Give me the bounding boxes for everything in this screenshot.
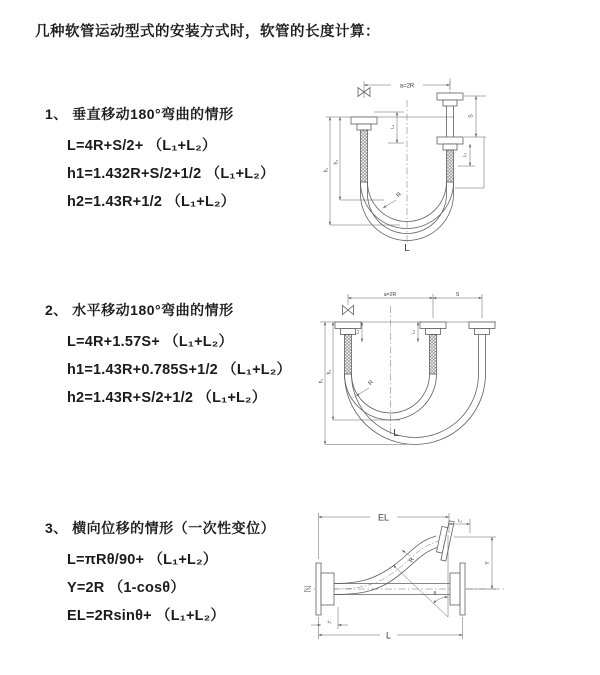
dim-a2r-label: a=2R — [383, 292, 397, 298]
braid-right — [447, 150, 454, 182]
dim-l1-label: L₁ — [327, 619, 332, 624]
formula-l: L=πRθ/90+ （L₁+L₂） — [67, 552, 218, 568]
braid-left — [345, 335, 352, 375]
radius-label: R — [408, 556, 416, 564]
valve-icon — [343, 306, 354, 315]
diagram-horizontal-bend — [312, 286, 507, 454]
dim-l1 — [374, 112, 404, 143]
dim-a2r — [348, 292, 482, 318]
extension-box — [455, 137, 484, 188]
braid-middle — [430, 335, 437, 375]
dim-l-label: L — [385, 630, 392, 641]
section-1-heading: 1、 垂直移动180°弯曲的情形 — [45, 106, 234, 122]
length-label: L — [404, 243, 410, 254]
dim-a2r-label: a=2R — [399, 83, 415, 90]
formula-h1: h1=1.432R+S/2+1/2 （L₁+L₂） — [67, 166, 275, 182]
dim-s-label: S — [455, 292, 460, 298]
angle-theta-label: θ — [433, 591, 437, 597]
pipe-displaced-curve — [334, 536, 440, 595]
dim-h1 — [319, 322, 408, 445]
formula-h2: h2=1.43R+1/2 （L₁+L₂） — [67, 194, 236, 210]
dim-l2 — [458, 144, 475, 166]
flange-right-straight — [450, 563, 465, 615]
section-2-heading: 2、 水平移动180°弯曲的情形 — [45, 302, 234, 318]
formula-y: Y=2R （1-cosθ） — [67, 580, 186, 596]
formula-h1: h1=1.43R+0.785S+1/2 （L₁+L₂） — [67, 362, 292, 378]
dim-l2-label: L₂ — [410, 329, 416, 335]
dim-h2-label: h₂ — [333, 159, 340, 165]
formula-l: L=4R+S/2+ （L₁+L₂） — [67, 138, 217, 154]
dim-s — [433, 292, 482, 298]
diagram-vertical-bend — [312, 70, 508, 258]
flange-left — [351, 117, 377, 130]
flange-left — [316, 563, 334, 615]
flange-right-moved — [469, 322, 495, 335]
dim-l1-label: L₁ — [354, 329, 360, 335]
section-horizontal-bend — [45, 300, 291, 412]
flange-right-lower — [437, 137, 463, 150]
section-3-heading: 3、 横向位移的情形（一次性变位） — [45, 520, 276, 536]
dim-l — [319, 617, 463, 641]
dim-s — [464, 96, 486, 137]
formula-l: L=4R+1.57S+ （L₁+L₂） — [67, 334, 234, 350]
dim-l2-label: L₂ — [462, 152, 467, 158]
radius-callout — [383, 191, 403, 208]
dim-h1-label: h₁ — [318, 378, 325, 384]
length-label: L — [393, 428, 399, 439]
dim-l2-label: L₂ — [457, 518, 463, 523]
flange-upper-displaced — [435, 520, 454, 561]
hose-u-bends — [345, 335, 486, 445]
pipe-right — [447, 106, 454, 137]
dim-l1-label: L₁ — [389, 124, 395, 130]
radius-label: R — [395, 191, 403, 199]
dim-el — [319, 513, 450, 560]
dim-s-label: S — [468, 114, 475, 118]
dim-h2 — [327, 322, 401, 420]
formula-el: EL=2Rsinθ+ （L₁+L₂） — [67, 608, 226, 624]
dim-el-label: EL — [377, 512, 390, 523]
section-lateral-offset — [45, 518, 275, 630]
flange-right-upper — [437, 93, 463, 106]
dim-y-label: Y — [485, 561, 491, 565]
radius-label: R — [367, 379, 375, 387]
dim-h2-label: h₂ — [326, 369, 333, 375]
radius-callout — [356, 379, 375, 396]
dim-h1-label: h₁ — [323, 167, 330, 173]
diagram-lateral-offset — [300, 503, 510, 653]
formula-h2: h2=1.43R+S/2+1/2 （L₁+L₂） — [67, 390, 267, 406]
braid-left — [361, 130, 368, 182]
section-vertical-bend — [45, 104, 275, 216]
flange-middle — [420, 322, 446, 335]
page-title: 几种软管运动型式的安装方式时，软管的长度计算： — [35, 24, 380, 40]
dim-l2 — [411, 322, 419, 342]
